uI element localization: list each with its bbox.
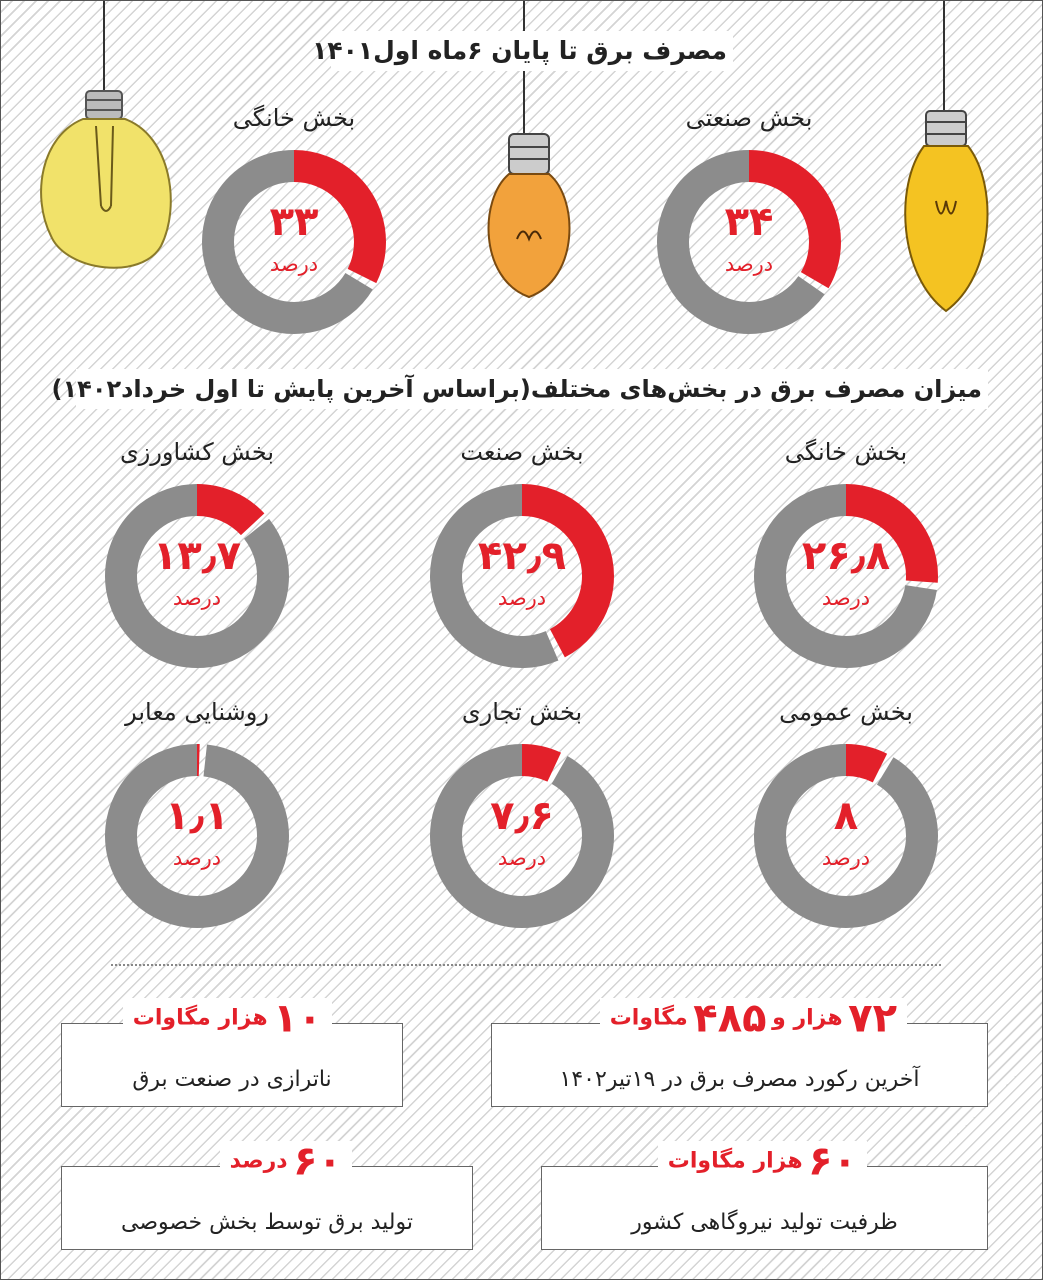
fact-unit: هزار و — [772, 1005, 843, 1031]
fact-number: ۷۲ — [848, 995, 897, 1042]
donut-value: ۴۲٫۹ — [477, 533, 567, 579]
donut-value: ۸ — [833, 793, 859, 839]
light-bulb-icon — [479, 129, 579, 304]
section-title-1: مصرف برق تا پایان ۶ماه اول۱۴۰۱ — [331, 31, 733, 71]
donut-value: ۱۳٫۷ — [152, 533, 242, 579]
fact-unit: درصد — [229, 1148, 288, 1174]
fact-number: ۴۸۵ — [693, 995, 767, 1042]
section-title-2: میزان مصرف برق در بخش‌های مختلف(براساس آخرین پایش تا اول خرداد۱۴۰۲) — [76, 369, 988, 409]
fact-text: آخرین رکورد مصرف برق در ۱۹تیر۱۴۰۲ — [559, 1067, 920, 1092]
donut-unit: درصد — [172, 846, 222, 870]
donut-unit: درصد — [724, 252, 774, 276]
donut-chart — [753, 438, 939, 678]
fact-unit: هزار مگاوات — [132, 1005, 268, 1031]
fact-text: تولید برق توسط بخش خصوصی — [121, 1210, 413, 1235]
donut-chart — [201, 104, 387, 344]
fact-headline — [220, 1138, 352, 1185]
fact-text: ناترازی در صنعت برق — [132, 1067, 332, 1092]
donut-value: ۲۶٫۸ — [801, 533, 891, 579]
donut-value: ۷٫۶ — [490, 793, 554, 839]
donut-unit: درصد — [497, 586, 547, 610]
fact-number: ۶۰ — [808, 1138, 857, 1185]
fact-number: ۶۰ — [293, 1138, 342, 1185]
donut-label: بخش صنعتی — [685, 104, 813, 132]
donut-label: بخش خانگی — [232, 104, 356, 132]
fact-box — [61, 995, 403, 1107]
fact-box — [491, 995, 988, 1107]
donut-label: روشنایی معابر — [125, 698, 269, 726]
donut-unit: درصد — [172, 586, 222, 610]
fact-unit: هزار مگاوات — [667, 1148, 803, 1174]
fact-box — [541, 1138, 988, 1250]
donut-chart — [104, 438, 290, 678]
donut-chart — [429, 438, 615, 678]
donut-value: ۳۳ — [269, 199, 319, 245]
divider — [111, 964, 941, 966]
donut-unit: درصد — [821, 846, 871, 870]
donut-value: ۱٫۱ — [165, 793, 229, 839]
donut-label: بخش عمومی — [779, 698, 913, 726]
fact-headline — [600, 995, 907, 1042]
donut-label: بخش کشاورزی — [119, 438, 275, 466]
fact-headline — [123, 995, 332, 1042]
fact-number: ۱۰ — [273, 995, 322, 1042]
donut-value: ۳۴ — [724, 199, 774, 245]
fact-text: ظرفیت تولید نیروگاهی کشور — [631, 1210, 898, 1235]
donut-chart — [753, 698, 939, 938]
donut-unit: درصد — [269, 252, 319, 276]
donut-chart — [429, 698, 615, 938]
fact-headline — [658, 1138, 867, 1185]
donut-unit: درصد — [497, 846, 547, 870]
light-bulb-icon — [894, 106, 1004, 321]
donut-label: بخش خانگی — [784, 438, 908, 466]
fact-box — [61, 1138, 473, 1250]
donut-label: بخش تجاری — [461, 698, 583, 726]
donut-chart — [656, 104, 842, 344]
donut-chart — [104, 698, 290, 938]
donut-unit: درصد — [821, 586, 871, 610]
light-bulb-icon — [31, 86, 181, 286]
fact-unit: مگاوات — [609, 1005, 688, 1031]
donut-label: بخش صنعت — [460, 438, 584, 466]
